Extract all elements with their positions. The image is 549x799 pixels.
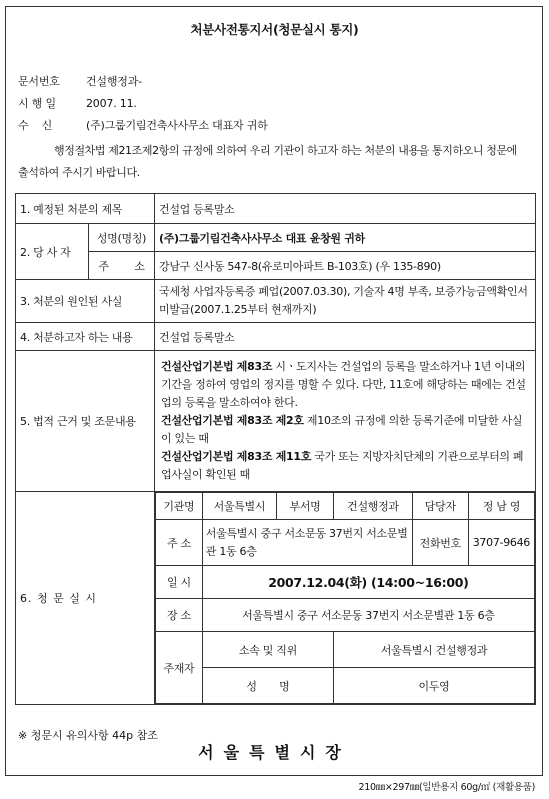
phone: 3707-9646 xyxy=(468,520,534,566)
party-name-label: 성명(명칭) xyxy=(89,224,155,252)
hearing-details xyxy=(155,492,536,705)
manager-label: 담당자 xyxy=(412,493,468,520)
issuer-signature: 서울특별시장 xyxy=(198,743,351,762)
law-clause-1 xyxy=(161,358,529,412)
host-name-label: 성 명 xyxy=(202,668,333,704)
hearing-place: 서울특별시 중구 서소문동 37번지 서소문별관 1동 6층 xyxy=(202,599,534,632)
law-clause-1-text: 시ㆍ도지사는 건설업의 등록을 말소하거나 1년 이내의 기간을 정하여 영업의 정지를 명할 수 있다. 다만, 11호에 해당하는 때에는 건설업의 등록을 말소하여야 한다. xyxy=(161,360,526,409)
doc-number-label: 문서번호 xyxy=(18,75,60,88)
law-clause-1-title: 건설산업기본법 제83조 xyxy=(161,360,273,373)
row-party-name xyxy=(16,224,536,252)
hearing-place-row xyxy=(156,599,535,632)
law-clause-2 xyxy=(161,412,529,448)
notice-table xyxy=(15,193,536,705)
phone-label: 전화번호 xyxy=(412,520,468,566)
hearing-time-label: 일 시 xyxy=(156,566,203,599)
position-label: 소속 및 직위 xyxy=(202,632,333,668)
legal-basis-value xyxy=(155,351,536,492)
disposition-title-label: 1. 예정된 처분의 제목 xyxy=(16,194,155,224)
recipient-line xyxy=(18,117,268,133)
party-name: (주)그룹기림건축사사무소 대표 윤창원 귀하 xyxy=(155,224,536,252)
row-hearing xyxy=(16,492,536,705)
date-label: 시 행 일 xyxy=(18,97,56,110)
host-position: 서울특별시 건설행정과 xyxy=(334,632,535,668)
content-label: 4. 처분하고자 하는 내용 xyxy=(16,323,155,351)
hearing-address-row xyxy=(156,520,535,566)
dept-label: 부서명 xyxy=(276,493,333,520)
party-label: 2. 당 사 자 xyxy=(16,224,89,280)
dept: 건설행정과 xyxy=(334,493,413,520)
agency-label: 기관명 xyxy=(156,493,203,520)
law-clause-3-title: 건설산업기본법 제83조 제11호 xyxy=(161,450,312,463)
recipient-label: 수 신 xyxy=(18,119,53,132)
row-party-address xyxy=(16,252,536,280)
row-content xyxy=(16,323,536,351)
law-clause-3 xyxy=(161,448,529,484)
host-label: 주재자 xyxy=(156,632,203,704)
law-clause-3-text: 국가 또는 지방자치단체의 기관으로부터의 폐업사실이 확인된 때 xyxy=(161,450,524,481)
hearing-address: 서울특별시 중구 서소문동 37번지 서소문별관 1동 6층 xyxy=(202,520,412,566)
issue-date: 2007. 11. xyxy=(86,97,137,110)
legal-basis-label: 5. 법적 근거 및 조문내용 xyxy=(16,351,155,492)
hearing-place-label: 장 소 xyxy=(156,599,203,632)
law-clause-2-title: 건설산업기본법 제83조 제2호 xyxy=(161,414,304,427)
row-legal-basis xyxy=(16,351,536,492)
hearing-agency-row xyxy=(156,493,535,520)
doc-number: 건설행정과- xyxy=(86,75,142,88)
intro-paragraph: 행정절차법 제21조제2항의 규정에 의하여 우리 기관이 하고자 하는 처분의 내용을 통지하오니 청문에 출석하여 주시기 바랍니다. xyxy=(18,144,517,179)
party-address-label: 주 소 xyxy=(89,252,155,280)
manager: 정 남 영 xyxy=(468,493,534,520)
disposition-title-value: 건설업 등록말소 xyxy=(155,194,536,224)
row-disposition-title xyxy=(16,194,536,224)
hearing-time: 2007.12.04(화) (14:00~16:00) xyxy=(202,566,534,599)
party-address: 강남구 신사동 547-8(유로미아파트 B-103호) (우 135-890) xyxy=(155,252,536,280)
cause-label: 3. 처분의 원인된 사실 xyxy=(16,280,155,323)
hearing-host-position-row xyxy=(156,632,535,668)
paper-spec-footer: 210㎜×297㎜(일반용지 60g/㎡ (재활용품) xyxy=(358,782,535,793)
date-line xyxy=(18,95,137,111)
host-name: 이두영 xyxy=(334,668,535,704)
hearing-time-row xyxy=(156,566,535,599)
hearing-host-name-row xyxy=(156,668,535,704)
hearing-note: ※ 청문시 유의사항 44p 참조 xyxy=(18,729,158,742)
cause-value: 국세청 사업자등록증 폐업(2007.03.30), 기술자 4명 부족, 보증가능금액확인서 미발급(2007.1.25부터 현재까지) xyxy=(155,280,536,323)
document-title: 처분사전통지서(청문실시 통지) xyxy=(190,22,359,37)
agency: 서울특별시 xyxy=(202,493,276,520)
law-clause-2-text: 제10조의 규정에 의한 등록기준에 미달한 사실이 있는 때 xyxy=(161,414,523,445)
hearing-table xyxy=(155,492,535,704)
content-value: 건설업 등록말소 xyxy=(155,323,536,351)
recipient: (주)그룹기림건축사사무소 대표자 귀하 xyxy=(86,119,268,132)
row-cause xyxy=(16,280,536,323)
hearing-address-label: 주 소 xyxy=(156,520,203,566)
hearing-label: 6. 청 문 실 시 xyxy=(16,492,155,705)
doc-number-line xyxy=(18,73,142,89)
